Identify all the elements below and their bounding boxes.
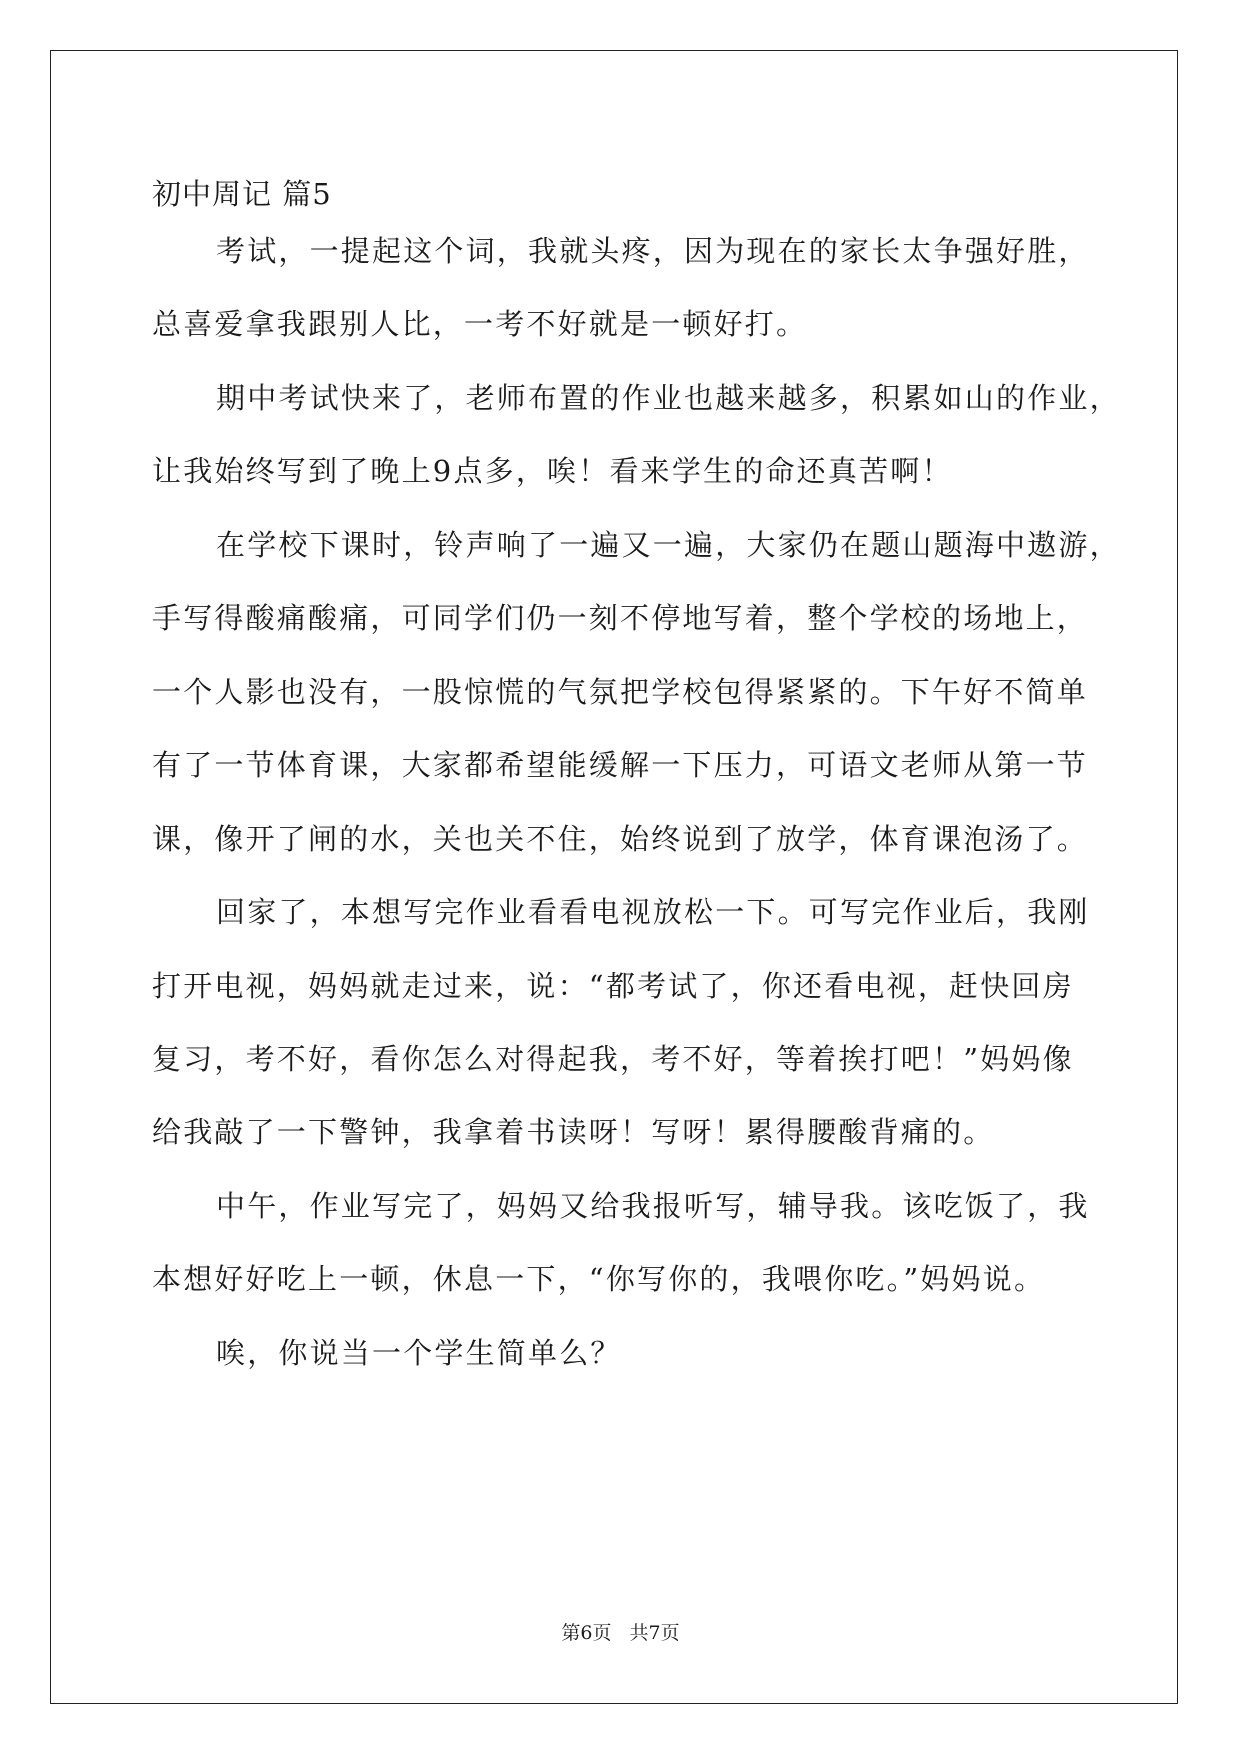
text-line-12: 复习，考不好，看你怎么对得起我，考不好，等着挨打吧！”妈妈像 (152, 1042, 1074, 1076)
text-line-3: 期中考试快来了，老师布置的作业也越来越多，积累如山的作业， (216, 381, 1121, 415)
text-line-4: 让我始终写到了晚上9点多，唉！看来学生的命还真苦啊！ (152, 454, 953, 488)
text-line-14: 中午，作业写完了，妈妈又给我报听写，辅导我。该吃饭了，我 (216, 1189, 1090, 1223)
text-line-6: 手写得酸痛酸痛，可同学们仍一刻不停地写着，整个学校的场地上， (152, 601, 1089, 635)
text-line-7: 一个人影也没有，一股惊慌的气氛把学校包得紧紧的。下午好不简单 (152, 675, 1089, 709)
text-line-2: 总喜爱拿我跟别人比，一考不好就是一顿好打。 (152, 307, 808, 341)
text-line-8: 有了一节体育课，大家都希望能缓解一下压力，可语文老师从第一节 (152, 748, 1089, 782)
page-footer (0, 1618, 1241, 1645)
document-title: 初中周记 篇5 (152, 177, 332, 211)
text-line-11: 打开电视，妈妈就走过来，说：“都考试了，你还看电视，赶快回房 (152, 969, 1074, 1003)
text-line-15: 本想好好吃上一顿，休息一下，“你写你的，我喂你吃。”妈妈说。 (152, 1262, 1046, 1296)
page-total: 共7页 (629, 1622, 680, 1644)
text-line-13: 给我敲了一下警钟，我拿着书读呀！写呀！累得腰酸背痛的。 (152, 1115, 995, 1149)
text-line-10: 回家了，本想写完作业看看电视放松一下。可写完作业后，我刚 (216, 895, 1090, 929)
page-number: 第6页 (561, 1622, 612, 1644)
text-line-5: 在学校下课时，铃声响了一遍又一遍，大家仍在题山题海中遨游， (216, 528, 1121, 562)
page-border (50, 50, 1178, 1704)
text-line-1: 考试，一提起这个词，我就头疼，因为现在的家长太争强好胜， (216, 234, 1090, 268)
text-line-9: 课，像开了闸的水，关也关不住，始终说到了放学，体育课泡汤了。 (152, 822, 1089, 856)
text-line-16: 唉，你说当一个学生简单么？ (216, 1336, 622, 1370)
